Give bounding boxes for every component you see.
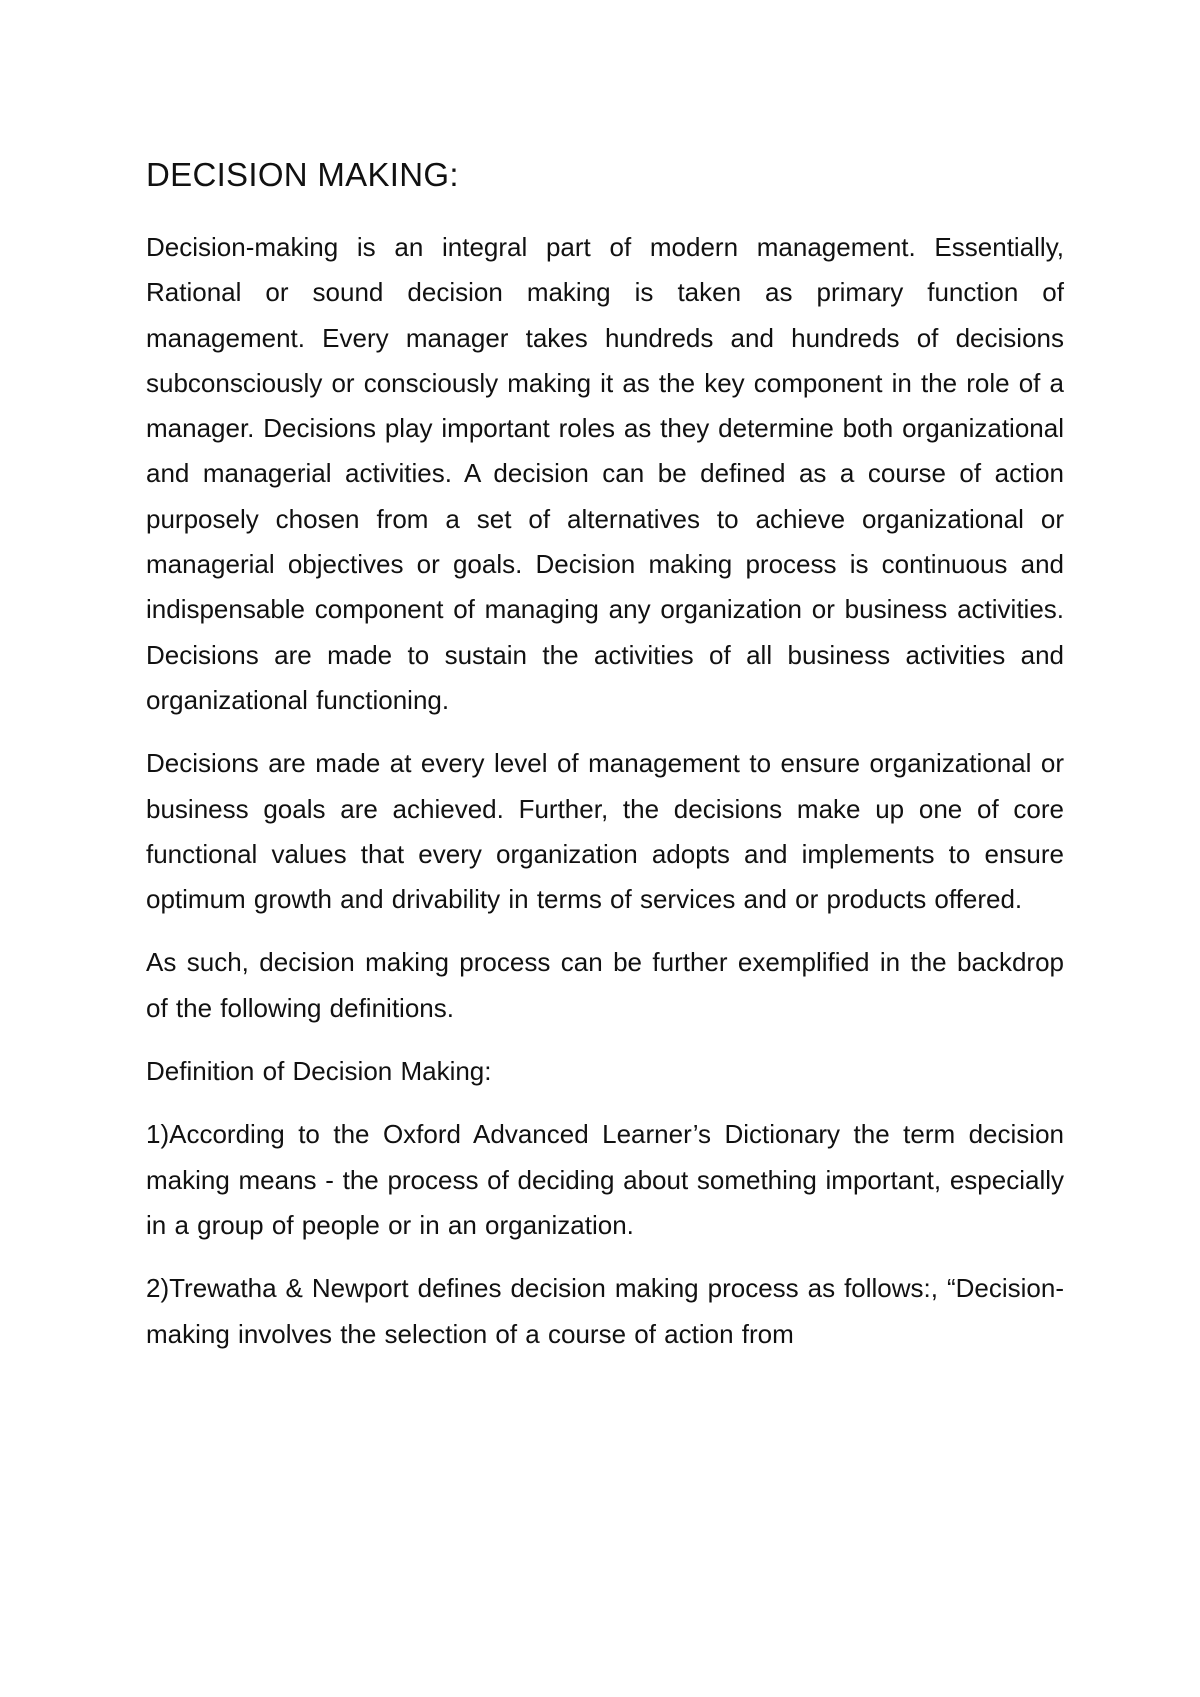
definition-trewatha: 2)Trewatha & Newport defines decision making process as follows:, “Decision-making involves the selection of a course of action from xyxy=(146,1273,1064,1349)
paragraph-levels: Decisions are made at every level of management to ensure organizational or business goals are achieved. Further, the decisions make up one of core functional values that every organization adopts and implements to ensure optimum growth and drivability in terms of services and or products offered. xyxy=(146,748,1064,915)
paragraph-as-such: As such, decision making process can be further exemplified in the backdrop of the following definitions. xyxy=(146,947,1064,1023)
page-title: DECISION MAKING: xyxy=(146,156,459,193)
definition-oxford: 1)According to the Oxford Advanced Learner’s Dictionary the term decision making means - the process of deciding about something important, especially in a group of people or in an organization. xyxy=(146,1119,1064,1240)
definition-heading: Definition of Decision Making: xyxy=(146,1056,492,1087)
paragraph-intro: Decision-making is an integral part of modern management. Essentially, Rational or sound decision making is taken as primary function of management. Every manager takes hundreds and hundreds of decisions subconsciously or consciously making it as the key component in the role of a manager. Decisions play important roles as they determine both organizational and managerial activities. A decision can be defined as a course of action purposely chosen from a set of alternatives to achieve organizational or managerial objectives or goals. Decision making process is continuous and indispensable component of managing any organization or business activities. Decisions are made to sustain the activities of all business activities and organizational functioning. xyxy=(146,232,1064,715)
